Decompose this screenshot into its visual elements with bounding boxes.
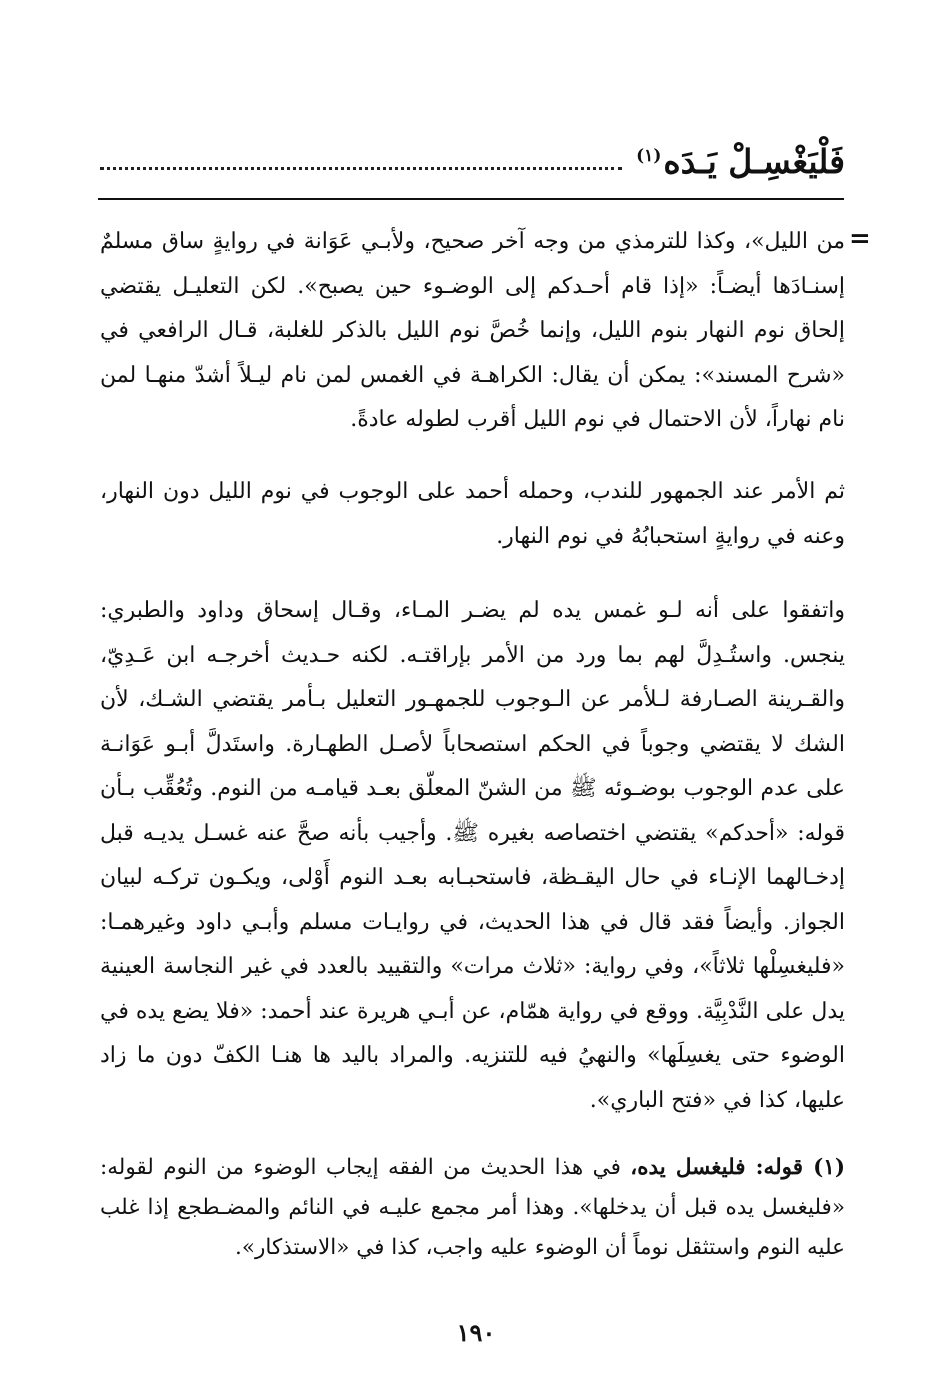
footnote xyxy=(100,1148,845,1268)
paragraph-text: ثم الأمر عند الجمهور للندب، وحمله أحمد على الوجوب في نوم الليل دون النهار، وعنه في روايةٍ استحبابُهُ في نوم النهار. xyxy=(100,479,845,549)
header-footnote-ref: (١) xyxy=(636,146,662,166)
paragraph-text: من الليل»، وكذا للترمذي من وجه آخر صحيح، ولأبـي عَوَانة في روايةٍ ساق مسلمٌ إسنـادَها أيضـاً: «إذا قام أحـدكم إلى الوضـوء حين يصبح». لكن التعليـل يقتضي إلحاق نوم النهار بنوم الليل، وإنما خُصَّ نوم الليل بالذكر للغلبة، قـال الرافعي في «شرح المسند»: يمكن أن يقال: الكراهـة في الغمس لمن نام ليـلاً أشدّ منهـا لمن نام نهاراً، لأن الاحتمال في نوم الليل أقرب لطوله عادةً. xyxy=(100,229,845,432)
header-title: فَلْيَغْسِـلْ يَـدَه$^{(١)}$ xyxy=(636,142,845,181)
footnote-text: في هذا الحديث من الفقه إيجاب الوضوء من النوم لقوله: «فليغسل يده قبل أن يدخلها». وهذا أمر مجمع عليـه في النائم والمضـطجع إذا غلب عليه النوم واستثقل نوماً أن الوضوء عليه واجب، كذا في «الاستذكار». xyxy=(100,1155,845,1260)
running-header xyxy=(100,128,845,181)
page-number: ١٩٠ xyxy=(456,1318,496,1347)
paragraph-ruling xyxy=(100,470,845,559)
paragraph-agreement xyxy=(100,589,845,1123)
footnote-label: (١) قوله: فليغسل يده، xyxy=(630,1155,845,1180)
paragraph-text: واتفقوا على أنه لـو غمس يده لم يضـر المـاء، وقـال إسحاق وداود والطبري: ينجس. واستُـدِلَّ لهم بما ورد من الأمر بإراقتـه. لكنه حـديث أخرجـه ابن عَـدِيّ، والقـرينة الصـارفة لـلأمر عن الـوجوب للجمهـور التعليل بـأمر يقتضي الشـك، لأن الشك لا يقتضي وجوباً في الحكم استصحاباً لأصـل الطهـارة. واستَدلَّ أبـو عَوَانـة على عدم الوجوب بوضـوئه ﷺ من الشنّ المعلّق بعـد قيامـه من النوم. وتُعُقِّب بـأن قوله: «أحدكم» يقتضي اختصاصه بغيره ﷺ. وأجيب بأنه صحَّ عنه غسـل يديـه قبل إدخـالهما الإنـاء في حال اليقـظة، فاستحبـابه بعـد النوم أَوْلى، ويكـون تركـه لبيان الجواز. وأيضاً فقد قال في هذا الحديث، في روايـات مسلم وأبـي داود وغيرهمـا: «فليغسِلْها ثلاثاً»، وفي رواية: «ثلاث مرات» والتقييد بالعدد في غير النجاسة العينية يدل على النَّدْبِيَّة. ووقع في رواية همّام، عن أبـي هريرة عند أحمد: «فلا يضع يده في الوضوء حتى يغسِلَها» والنهيُ فيه للتنزيه. والمراد باليد ها هنـا الكفّ دون ما زاد عليها، كذا في «فتح الباري». xyxy=(100,598,846,1113)
continuation-mark: = xyxy=(849,224,871,254)
paragraph-continuation xyxy=(100,220,845,443)
header-rule xyxy=(98,198,844,200)
header-dotted-leader xyxy=(100,167,622,170)
